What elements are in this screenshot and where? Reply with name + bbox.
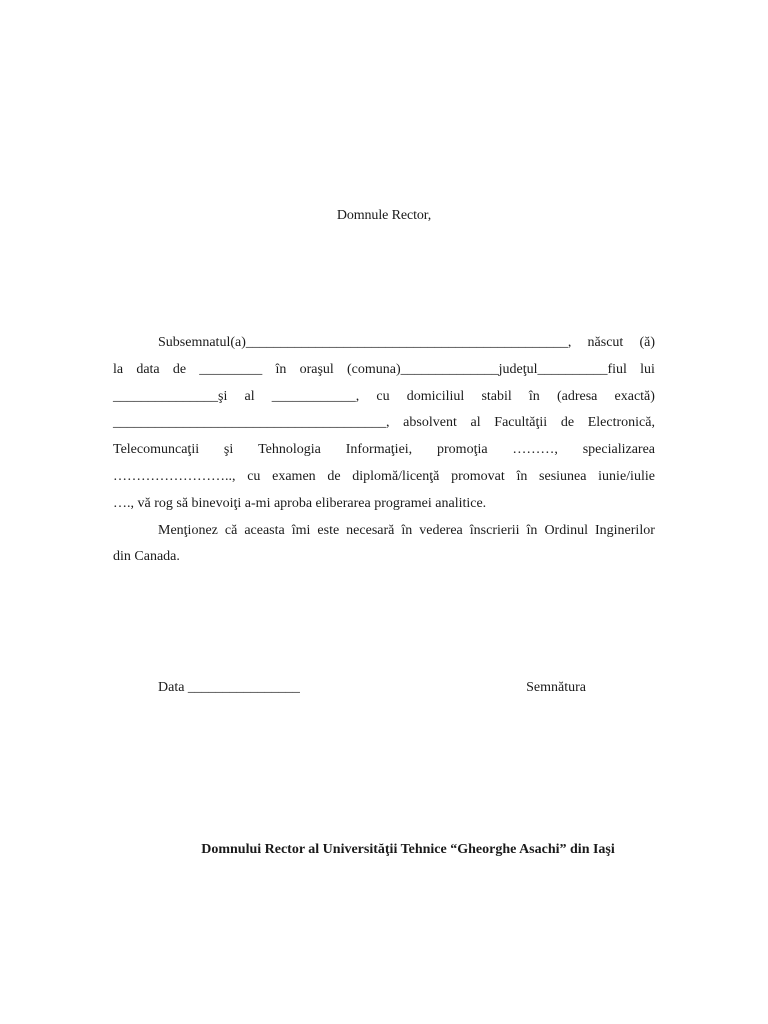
- word: de: [172, 361, 187, 377]
- body-line-1: [113, 330, 655, 357]
- word: în: [526, 522, 538, 538]
- word: ……………………..,: [113, 468, 236, 484]
- body-line-8: [113, 518, 655, 545]
- body-line-9: [113, 544, 655, 571]
- word: _______________________________________,: [113, 415, 390, 431]
- word: aceasta: [244, 522, 285, 538]
- word: _________: [199, 361, 263, 377]
- body-line-2: [113, 357, 655, 384]
- word: Tehnologia: [258, 442, 321, 458]
- word: Electronică,: [587, 415, 655, 431]
- word: Menţionez: [158, 522, 218, 538]
- word: în: [401, 522, 413, 538]
- word: al: [470, 415, 481, 431]
- line-text: …., vă rog să binevoiţi a-mi aproba eliberarea programei analitice.: [113, 495, 487, 511]
- word: în: [516, 468, 528, 484]
- request-body: [113, 330, 655, 571]
- word: de: [327, 468, 341, 484]
- body-line-3: [113, 384, 655, 411]
- body-line-7: [113, 491, 655, 518]
- word: vederea: [419, 522, 463, 538]
- word: la: [113, 361, 124, 377]
- word: absolvent: [403, 415, 457, 431]
- word: îmi: [291, 522, 311, 538]
- word: domiciliul: [406, 388, 465, 404]
- line-text: din Canada.: [113, 549, 180, 565]
- word: (ă): [639, 335, 655, 350]
- word: iunie/iulie: [598, 468, 655, 484]
- word: cu: [247, 468, 261, 484]
- word: stabil: [481, 388, 512, 404]
- word: necesară: [346, 522, 395, 538]
- word: specializarea: [582, 442, 655, 458]
- word: Inginerilor: [595, 522, 655, 538]
- word: cu: [376, 388, 390, 404]
- word: ………,: [512, 442, 558, 458]
- word: Facultăţii: [494, 415, 548, 431]
- word: promoţia: [437, 442, 488, 458]
- signature-row: [158, 680, 586, 696]
- word: şi: [223, 442, 234, 458]
- word: este: [317, 522, 340, 538]
- addressee-closing: Domnului Rector al Universităţii Tehnice “Gheorghe Asachi” din Iaşi: [201, 842, 615, 857]
- signature-label: Semnătura: [526, 680, 586, 695]
- word: sesiunea: [539, 468, 587, 484]
- word: născut: [587, 335, 624, 350]
- word: în: [528, 388, 540, 404]
- word: Informaţiei,: [345, 442, 413, 458]
- word: de: [560, 415, 575, 431]
- word: în: [275, 361, 287, 377]
- body-line-5: [113, 437, 655, 464]
- body-line-4: [113, 410, 655, 437]
- word: (comuna)______________judeţul__________fiul: [346, 361, 627, 377]
- word: înscrierii: [469, 522, 520, 538]
- word: oraşul: [299, 361, 334, 377]
- word: exactă): [614, 388, 655, 404]
- word: promovat: [451, 468, 505, 484]
- word: ____________,: [271, 388, 360, 404]
- body-line-6: [113, 464, 655, 491]
- word: diplomă/licenţă: [352, 468, 440, 484]
- word: _______________şi: [113, 388, 228, 404]
- date-field: Data ________________: [158, 680, 300, 695]
- word: Subsemnatul(a)______________________________________________,: [158, 335, 572, 350]
- word: (adresa: [556, 388, 598, 404]
- word: data: [136, 361, 160, 377]
- word: examen: [272, 468, 316, 484]
- salutation: Domnule Rector,: [336, 208, 432, 223]
- word: lui: [640, 361, 655, 377]
- word: Ordinul: [544, 522, 588, 538]
- word: Telecomuncaţii: [113, 442, 200, 458]
- word: că: [224, 522, 238, 538]
- word: al: [244, 388, 255, 404]
